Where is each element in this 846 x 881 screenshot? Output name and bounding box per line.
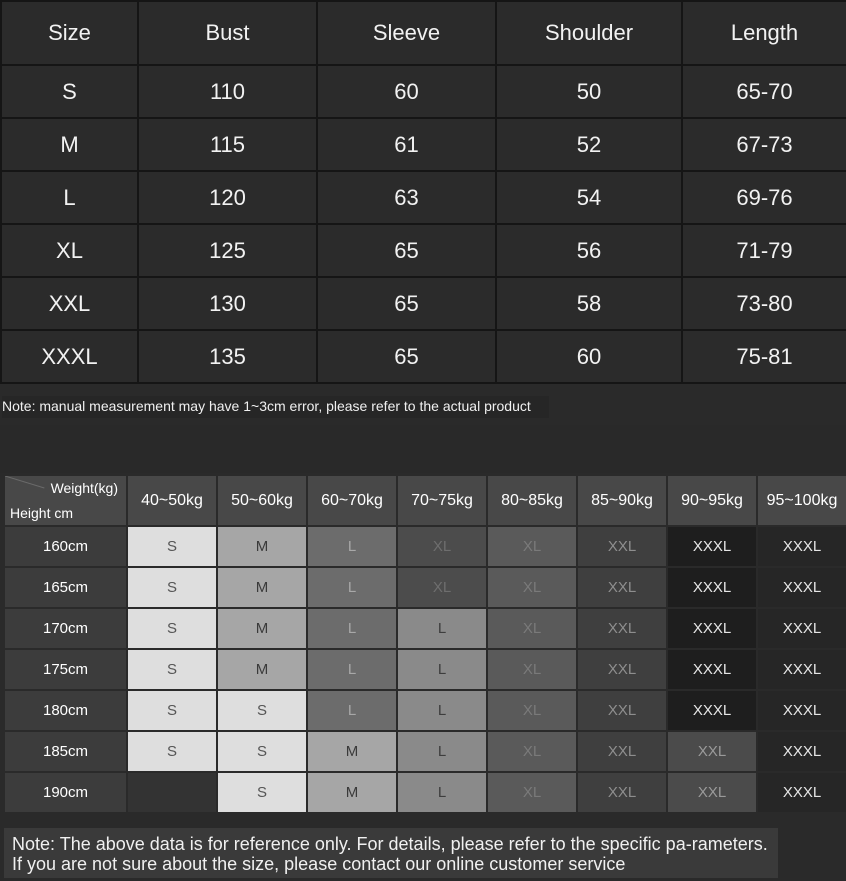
height-label: 170cm <box>4 608 127 649</box>
header-size: Size <box>1 1 138 65</box>
cell-bust: 125 <box>138 224 317 277</box>
height-label: 175cm <box>4 649 127 690</box>
recommendation-grid-body <box>4 526 846 813</box>
divider-band <box>0 425 846 473</box>
table-row <box>1 171 846 224</box>
cell-shoulder: 52 <box>496 118 682 171</box>
height-label: 185cm <box>4 731 127 772</box>
size-cell: L <box>307 608 397 649</box>
size-table-header-row <box>1 1 846 65</box>
size-cell: S <box>127 567 217 608</box>
header-shoulder: Shoulder <box>496 1 682 65</box>
cell-size: S <box>1 65 138 118</box>
size-cell: L <box>307 567 397 608</box>
table-row <box>4 649 846 690</box>
cell-sleeve: 63 <box>317 171 496 224</box>
size-cell: XXL <box>667 772 757 813</box>
size-cell: XXL <box>667 731 757 772</box>
weight-header: 95~100kg <box>757 475 846 526</box>
header-length: Length <box>682 1 846 65</box>
cell-length: 67-73 <box>682 118 846 171</box>
recommendation-grid <box>3 474 846 814</box>
table-row <box>1 65 846 118</box>
size-cell: S <box>217 731 307 772</box>
table-row <box>1 118 846 171</box>
cell-shoulder: 50 <box>496 65 682 118</box>
weight-header: 50~60kg <box>217 475 307 526</box>
size-cell: XXXL <box>667 567 757 608</box>
table-row <box>4 731 846 772</box>
cell-length: 65-70 <box>682 65 846 118</box>
size-cell: XXL <box>577 649 667 690</box>
cell-shoulder: 56 <box>496 224 682 277</box>
size-measurement-table <box>0 0 846 384</box>
cell-length: 71-79 <box>682 224 846 277</box>
size-cell: M <box>307 772 397 813</box>
header-sleeve: Sleeve <box>317 1 496 65</box>
size-cell: XXXL <box>757 690 846 731</box>
size-cell: XXXL <box>667 690 757 731</box>
cell-size: XXXL <box>1 330 138 383</box>
weight-header: 40~50kg <box>127 475 217 526</box>
measurement-note: Note: manual measurement may have 1~3cm error, please refer to the actual product <box>2 396 549 418</box>
table-row <box>1 330 846 383</box>
height-label: 180cm <box>4 690 127 731</box>
size-cell: XL <box>487 772 577 813</box>
size-cell: XL <box>487 608 577 649</box>
size-cell: XL <box>397 567 487 608</box>
size-cell: XXXL <box>757 608 846 649</box>
header-bust: Bust <box>138 1 317 65</box>
height-label: 160cm <box>4 526 127 567</box>
size-cell: XXXL <box>757 567 846 608</box>
size-cell: XL <box>487 526 577 567</box>
size-cell: M <box>217 567 307 608</box>
size-cell: XXXL <box>757 772 846 813</box>
cell-bust: 115 <box>138 118 317 171</box>
size-cell: S <box>127 526 217 567</box>
table-row <box>4 690 846 731</box>
size-cell: M <box>217 608 307 649</box>
size-cell: S <box>127 608 217 649</box>
size-cell: XXXL <box>667 608 757 649</box>
size-cell: M <box>307 731 397 772</box>
cell-sleeve: 65 <box>317 277 496 330</box>
size-cell: S <box>127 731 217 772</box>
cell-length: 73-80 <box>682 277 846 330</box>
size-cell: XL <box>487 690 577 731</box>
weight-header: 60~70kg <box>307 475 397 526</box>
cell-size: XXL <box>1 277 138 330</box>
size-cell: S <box>217 690 307 731</box>
size-cell: L <box>397 649 487 690</box>
size-cell: L <box>307 526 397 567</box>
cell-length: 75-81 <box>682 330 846 383</box>
size-cell: XXL <box>577 526 667 567</box>
size-cell: M <box>217 526 307 567</box>
size-cell: L <box>397 690 487 731</box>
table-row <box>4 567 846 608</box>
corner-cell <box>4 475 127 526</box>
cell-sleeve: 65 <box>317 330 496 383</box>
cell-sleeve: 60 <box>317 65 496 118</box>
cell-size: L <box>1 171 138 224</box>
size-cell: L <box>307 649 397 690</box>
weight-header-row <box>4 475 846 526</box>
size-cell: XL <box>487 567 577 608</box>
size-cell: L <box>397 772 487 813</box>
weight-header: 80~85kg <box>487 475 577 526</box>
size-cell: XXL <box>577 731 667 772</box>
table-row <box>4 772 846 813</box>
weight-axis-label: Weight(kg) <box>50 480 118 496</box>
height-label: 190cm <box>4 772 127 813</box>
reference-note: Note: The above data is for reference only. For details, please refer to the specific pa-rameters. If you are not sure about the size, please contact our online customer service <box>4 828 778 878</box>
cell-shoulder: 60 <box>496 330 682 383</box>
size-cell: XXXL <box>757 526 846 567</box>
table-row <box>4 526 846 567</box>
cell-bust: 130 <box>138 277 317 330</box>
size-cell: XXXL <box>757 731 846 772</box>
size-recommendation-chart <box>3 474 846 814</box>
size-cell: XXXL <box>667 649 757 690</box>
cell-bust: 120 <box>138 171 317 224</box>
cell-sleeve: 65 <box>317 224 496 277</box>
size-cell <box>127 772 217 813</box>
cell-length: 69-76 <box>682 171 846 224</box>
height-label: 165cm <box>4 567 127 608</box>
size-cell: L <box>397 731 487 772</box>
height-axis-label: Height cm <box>10 505 74 521</box>
cell-shoulder: 58 <box>496 277 682 330</box>
size-cell: L <box>307 690 397 731</box>
size-cell: L <box>397 608 487 649</box>
size-cell: XL <box>487 731 577 772</box>
size-cell: S <box>127 649 217 690</box>
cell-shoulder: 54 <box>496 171 682 224</box>
weight-header: 90~95kg <box>667 475 757 526</box>
size-cell: XL <box>487 649 577 690</box>
weight-header: 85~90kg <box>577 475 667 526</box>
size-cell: XXXL <box>757 649 846 690</box>
cell-bust: 135 <box>138 330 317 383</box>
size-cell: XXL <box>577 772 667 813</box>
size-cell: XXL <box>577 608 667 649</box>
cell-size: XL <box>1 224 138 277</box>
cell-bust: 110 <box>138 65 317 118</box>
table-row <box>1 277 846 330</box>
size-cell: XL <box>397 526 487 567</box>
weight-header: 70~75kg <box>397 475 487 526</box>
table-row <box>1 224 846 277</box>
cell-sleeve: 61 <box>317 118 496 171</box>
size-cell: XXL <box>577 567 667 608</box>
size-cell: S <box>127 690 217 731</box>
table-row <box>4 608 846 649</box>
size-cell: S <box>217 772 307 813</box>
size-cell: XXXL <box>667 526 757 567</box>
size-cell: M <box>217 649 307 690</box>
size-cell: XXL <box>577 690 667 731</box>
cell-size: M <box>1 118 138 171</box>
